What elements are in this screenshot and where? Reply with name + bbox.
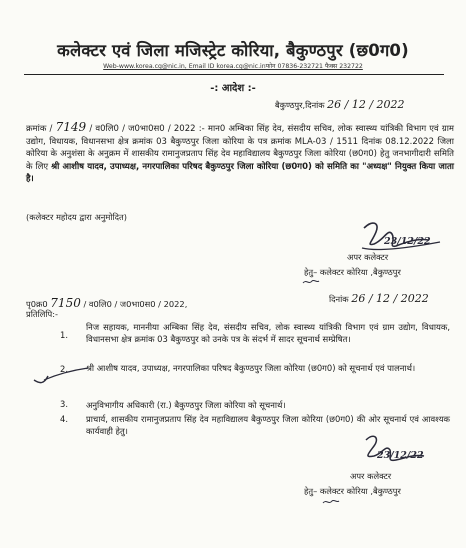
signatory-for-1: हेतु– कलेक्टर कोरिया ,बैकुण्ठपुर bbox=[304, 267, 401, 277]
date-value: 26 / 12 / 2022 bbox=[327, 98, 405, 111]
initial-mark-2 bbox=[322, 498, 340, 506]
list-item-number: 4. bbox=[60, 414, 68, 424]
list-item-number: 2. bbox=[60, 364, 68, 374]
body-bold-text: श्री आशीष यादव, उपाध्यक्ष, नगरपालिका परिषद बैकुण्ठपुर जिला कोरिया (छ0ग0) को समिति का "अध्यक्ष" नियुक्त किया जाता है। bbox=[26, 161, 454, 185]
ref2-prefix: पृ0क्र0 bbox=[26, 299, 48, 309]
list-item-number: 1. bbox=[60, 330, 68, 340]
list-item-number: 3. bbox=[60, 399, 68, 409]
second-ref bbox=[26, 296, 187, 310]
order-body bbox=[26, 120, 455, 186]
date2-label: दिनांक bbox=[329, 294, 349, 304]
second-date bbox=[329, 292, 429, 305]
order-heading: -: आदेश :- bbox=[210, 83, 256, 94]
ref-number: 7149 bbox=[55, 120, 87, 134]
list-item: अनुविभागीय अधिकारी (रा.) बैकुण्ठपुर जिला कोरिया को सूचनार्थ। bbox=[86, 400, 286, 410]
signature-1-date: 23/12/22 bbox=[384, 236, 431, 247]
body-text: :- मान0 अम्बिका सिंह देव, संसदीय सचिव, लोक स्वास्थ्य यांत्रिकी विभाग एवं ग्राम उद्योग, विधायक, विधानसभा क्षेत्र क्रमांक 03 बैकुण्ठपुर जिला कोरिया के पत्र क्रमांक MLA-03 / 1511 दिनांक 08.12.2022 जिला कोरिया के अनुशंसा के अनुक्रम में शासकीय रामानुजप्रताप सिंह देव महाविद्यालय बैकुण्ठपुर जिला कोरिया (छ0ग0) हेतु जनभागीदारी समिति के लिए bbox=[26, 124, 455, 172]
initial-mark-1 bbox=[302, 278, 320, 286]
signatory-post-2: अपर कलेक्टर bbox=[350, 471, 392, 481]
pen-tick-mark bbox=[30, 364, 90, 386]
contact-line: Web-www.korea.cg@nic.in, Email ID korea.cg@nic.inफोन 07836-232721 फैक्स 232722 bbox=[103, 63, 363, 70]
copy-to-label: प्रतिलिपि:- bbox=[26, 309, 59, 319]
ref-prefix: क्रमांक / bbox=[26, 124, 53, 134]
signatory-for-2: हेतु– कलेक्टर कोरिया ,बैकुण्ठपुर bbox=[304, 486, 401, 496]
office-title: कलेक्टर एवं जिला मजिस्ट्रेट कोरिया, बैकुण्ठपुर (छ0ग0) bbox=[57, 41, 409, 60]
header-divider bbox=[24, 74, 444, 75]
signature-2-date: 23/12/22 bbox=[377, 450, 424, 461]
ref-suffix: / व0लि0 / ज0भा0स0 / 2022 bbox=[89, 124, 196, 134]
first-order-date bbox=[275, 98, 405, 111]
date2-value: 26 / 12 / 2022 bbox=[351, 292, 429, 305]
approval-note: (कलेक्टर महोदय द्वारा अनुमोदित) bbox=[26, 212, 128, 222]
list-item: प्राचार्य, शासकीय रामानुजप्रताप सिंह देव महाविद्यालय बैकुण्ठपुर जिला कोरिया (छ0ग0) की ओर सूचनार्थ एवं आवश्यक कार्यवाही हेतु। bbox=[86, 414, 450, 437]
list-item: श्री आशीष यादव, उपाध्यक्ष, नगरपालिका परिषद बैकुण्ठपुर जिला कोरिया (छ0ग0) को सूचनार्थ एवं पालनार्थ। bbox=[86, 363, 416, 373]
ref2-number: 7150 bbox=[50, 296, 81, 310]
date-label: बैकुण्ठपुर,दिनांक bbox=[275, 100, 325, 110]
signatory-post-1: अपर कलेक्टर bbox=[347, 252, 389, 262]
ref2-suffix: / व0लि0 / ज0भा0स0 / 2022, bbox=[83, 299, 188, 309]
list-item: निज सहायक, माननीया अम्बिका सिंह देव, संसदीय सचिव, लोक स्वास्थ्य यांत्रिकी विभाग एवं ग्राम उद्योग, विधायक, विधानसभा क्षेत्र क्रमांक 03 बैकुण्ठपुर को उनके पत्र के संदर्भ में सादर सूचनार्थ सम्प्रेषित। bbox=[86, 322, 450, 345]
